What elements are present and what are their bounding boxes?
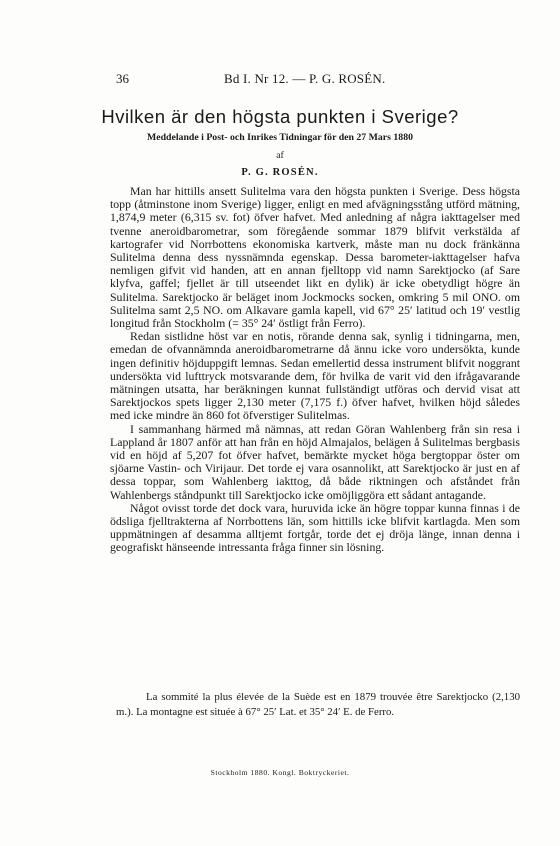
paragraph: Redan sistlidne höst var en notis, rörande denna sak, synlig i tidningarna, men, emedan de ofvannämnda aneroidbarometrarne då ännu icke voro undersökta, kunde ingen definitiv höjduppgift lemnas. Sedan emellertid dessa instrument blifvit noggrant undersökta vid lufttryck motsvarande dem, för hvilka de varit vid den ifrågavarande mätningen utsatta, har beräkningen kunnat fullständigt utföras och dervid visat att Sarektjockos spets ligger 2,130 meter (7,175 f.) öfver hafvet, hvilken höjd således med icke mindre än 860 fot öfverstiger Sulitelmas. xyxy=(110,329,520,423)
printer-imprint: Stockholm 1880. Kongl. Boktryckeriet. xyxy=(210,768,350,777)
running-head: Bd I. Nr 12. — P. G. ROSÉN. xyxy=(224,71,386,86)
author-name: P. G. ROSÉN. xyxy=(241,167,319,178)
paragraph: Man har hittills ansett Sulitelma vara den högsta punkten i Sverige. Dess högsta topp (åtminstone inom Sverige) ligger, enligt en med afvägningsstång utförd mätning, 1,874,9 meter (6,315 sv. fot) öfver hafvet. Med anledning af några iakttagelser med tvenne aneroidbarometrar, som föregående sommar 1879 blifvit verkstälda af kartografer vid Norrbottens ekonomiska kartverk, måste man nu dock fränkänna Sulitelma denna dess nyssnämnda egenskap. Dessa barometer-iakttagelser hafva nemligen gifvit vid handen, att en annan fjelltopp vid namn Sarektjocko (af Sare klyfva, gaffel; fjellet är till utseendet likt en dylik) är icke obetydligt högre än Sulitelma. Sarektjocko är beläget inom Jockmocks socken, omkring 5 mil ONO. om Sulitelma samt 2,5 NO. om Alkavare gamla kapell, vid 67° 25′ latitud och 19′ vestlig longitud från Stockholm (= 35° 24′ östligt från Ferro). xyxy=(110,184,520,331)
footnote-text: La sommité la plus élevée de la Suède est en 1879 trouvée être Sarektjocko (2,130 m.). La montagne est située à 67° 25′ Lat. et 35° 24′ E. de Ferro. xyxy=(116,691,520,718)
french-summary xyxy=(116,690,520,720)
article-subtitle: Meddelande i Post- och Inrikes Tidningar för den 27 Mars 1880 xyxy=(147,132,413,143)
article-title: Hvilken är den högsta punkten i Sverige? xyxy=(101,106,459,127)
byline-prefix: af xyxy=(276,150,284,161)
paragraph: I sammanhang härmed må nämnas, att redan Göran Wahlenberg från sin resa i Lappland år 1807 anför att han från en höjd Almajalos, belägen å Sulitelmas bergbasis vid en höjd af 5,207 fot öfver hafvet, bemärkte mycket höga bergtoppar öster om sjöarne Vastin- och Virijaur. Det torde ej vara osannolikt, att Sarektjocko är just en af dessa toppar, som Wahlenberg iakttog, då både riktningen och afståndet från Wahlenbergs ståndpunkt till Sarektjocko icke omöjliggöra ett sådant antagande. xyxy=(110,421,520,502)
paragraph: Något ovisst torde det dock vara, huruvida icke än högre toppar kunna finnas i de ödsliga fjelltrakterna af Norrbottens län, som hittills icke blifvit kartlagda. Men som uppmätningen af desamma alltjemt fortgår, torde det ej dröja länge, innan denna i geografiskt hänseende intressanta fråga finner sin lösning. xyxy=(110,500,520,555)
article-body xyxy=(110,185,520,555)
page-number: 36 xyxy=(116,71,129,86)
page-header xyxy=(116,71,456,87)
